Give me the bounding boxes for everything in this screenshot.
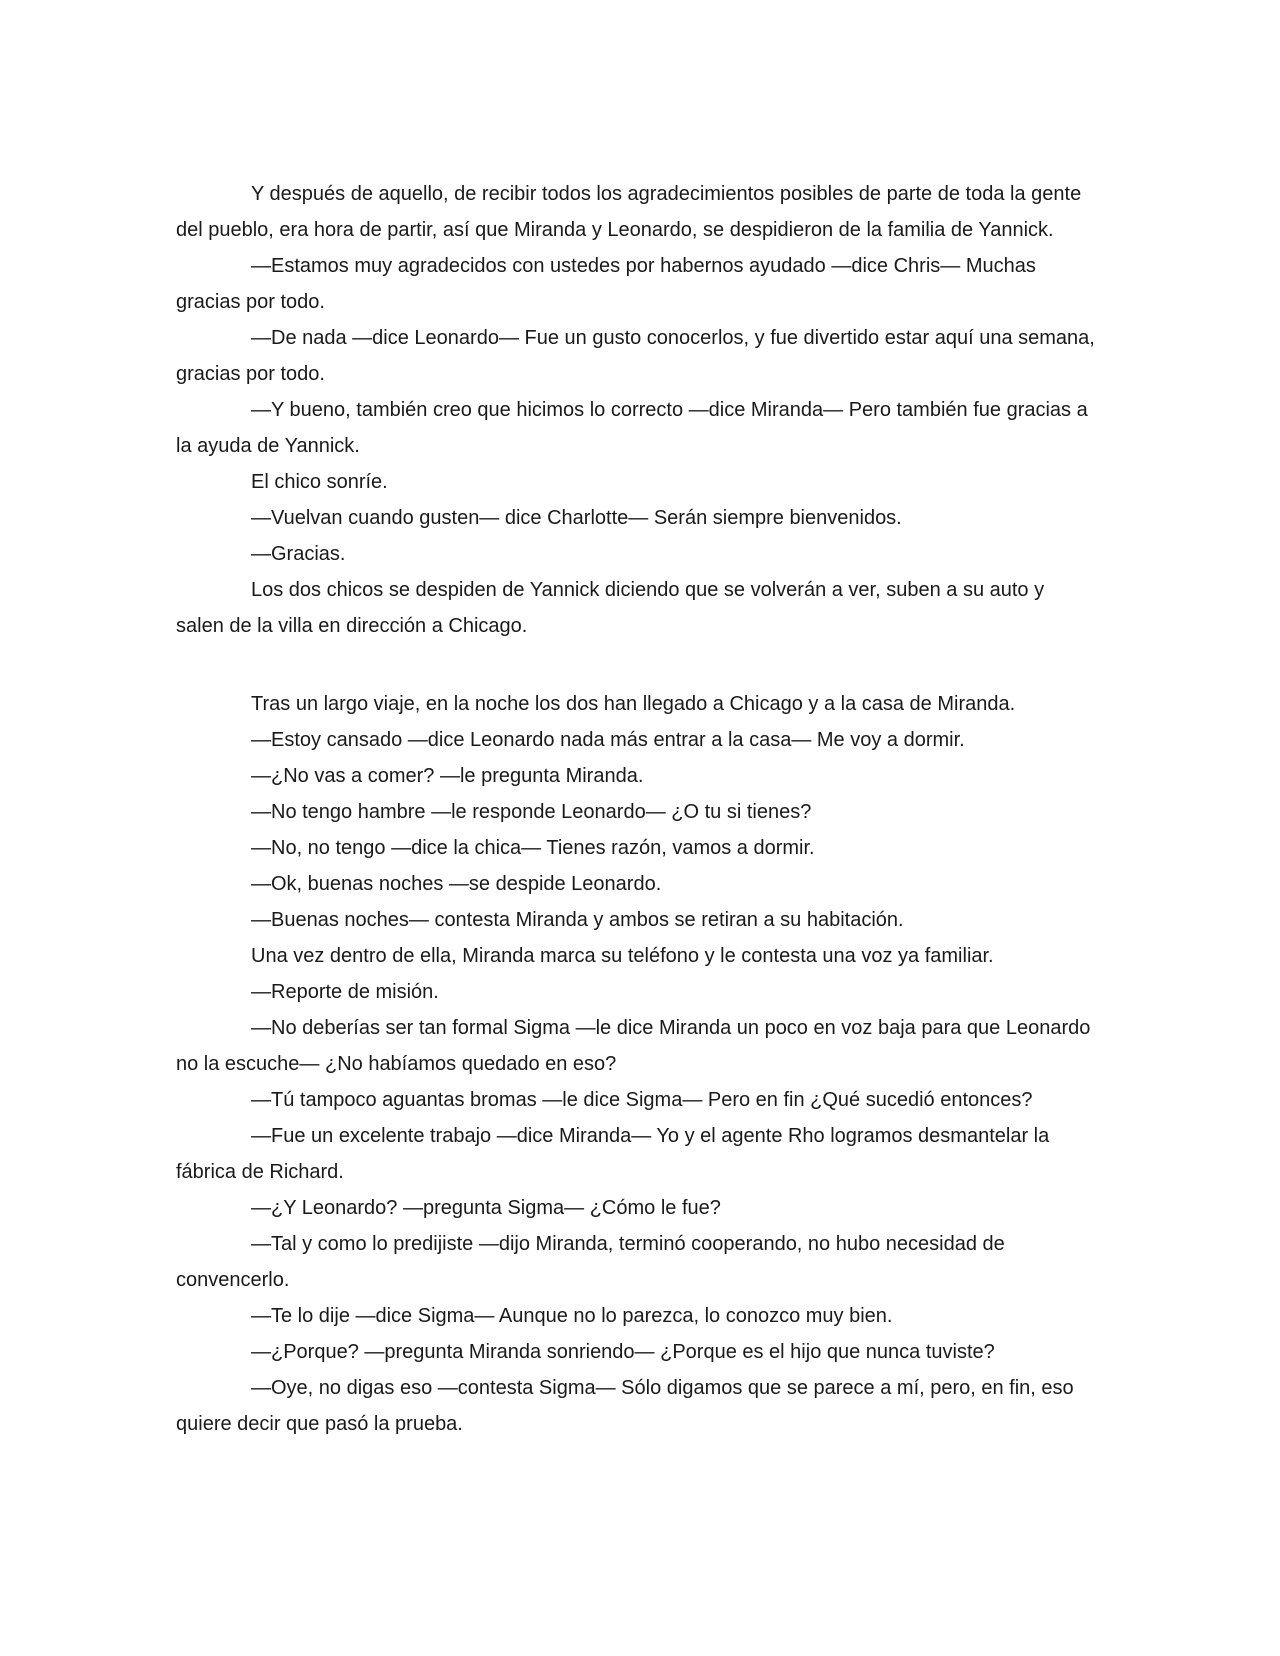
paragraph: —Ok, buenas noches —se despide Leonardo. bbox=[251, 873, 662, 895]
paragraph: —Oye, no digas eso —contesta Sigma— Sólo digamos que se parece a mí, pero, en fin, eso quiere decir que pasó la prueba. bbox=[176, 1377, 1074, 1435]
paragraph: —Reporte de misión. bbox=[251, 981, 439, 1003]
paragraph: —No, no tengo —dice la chica— Tienes razón, vamos a dormir. bbox=[251, 837, 815, 859]
paragraph: —Fue un excelente trabajo —dice Miranda— Yo y el agente Rho logramos desmantelar la fábrica de Richard. bbox=[176, 1125, 1050, 1183]
paragraph: Los dos chicos se despiden de Yannick diciendo que se volverán a ver, suben a su auto y salen de la villa en dirección a Chicago. bbox=[176, 579, 1045, 637]
paragraph: —De nada —dice Leonardo— Fue un gusto conocerlos, y fue divertido estar aquí una semana, gracias por todo. bbox=[176, 327, 1095, 385]
paragraph: Y después de aquello, de recibir todos los agradecimientos posibles de parte de toda la gente del pueblo, era hora de partir, así que Miranda y Leonardo, se despidieron de la familia de Yannick. bbox=[176, 183, 1082, 241]
paragraph: —Te lo dije —dice Sigma— Aunque no lo parezca, lo conozco muy bien. bbox=[251, 1305, 893, 1327]
paragraph: —Tú tampoco aguantas bromas —le dice Sigma— Pero en fin ¿Qué sucedió entonces? bbox=[251, 1089, 1033, 1111]
paragraph: —¿No vas a comer? —le pregunta Miranda. bbox=[251, 765, 644, 787]
paragraph: —Y bueno, también creo que hicimos lo correcto —dice Miranda— Pero también fue gracias a la ayuda de Yannick. bbox=[176, 399, 1088, 457]
document-body bbox=[176, 176, 1096, 1442]
paragraph: —¿Porque? —pregunta Miranda sonriendo— ¿Porque es el hijo que nunca tuviste? bbox=[251, 1341, 995, 1363]
section-break bbox=[176, 644, 1096, 686]
paragraph: Tras un largo viaje, en la noche los dos han llegado a Chicago y a la casa de Miranda. bbox=[251, 693, 1016, 715]
paragraph: —No deberías ser tan formal Sigma —le dice Miranda un poco en voz baja para que Leonardo no la escuche— ¿No habíamos quedado en eso? bbox=[176, 1017, 1091, 1075]
paragraph: —Estamos muy agradecidos con ustedes por habernos ayudado —dice Chris— Muchas gracias por todo. bbox=[176, 255, 1036, 313]
paragraph: —¿Y Leonardo? —pregunta Sigma— ¿Cómo le fue? bbox=[251, 1197, 721, 1219]
paragraph: —Gracias. bbox=[251, 543, 346, 565]
paragraph: Una vez dentro de ella, Miranda marca su teléfono y le contesta una voz ya familiar. bbox=[251, 945, 994, 967]
paragraph: El chico sonríe. bbox=[251, 471, 388, 493]
paragraph: —No tengo hambre —le responde Leonardo— ¿O tu si tienes? bbox=[251, 801, 812, 823]
paragraph: —Buenas noches— contesta Miranda y ambos se retiran a su habitación. bbox=[251, 909, 904, 931]
paragraph: —Estoy cansado —dice Leonardo nada más entrar a la casa— Me voy a dormir. bbox=[251, 729, 965, 751]
paragraph: —Tal y como lo predijiste —dijo Miranda, terminó cooperando, no hubo necesidad de convencerlo. bbox=[176, 1233, 1005, 1291]
paragraph: —Vuelvan cuando gusten— dice Charlotte— Serán siempre bienvenidos. bbox=[251, 507, 902, 529]
